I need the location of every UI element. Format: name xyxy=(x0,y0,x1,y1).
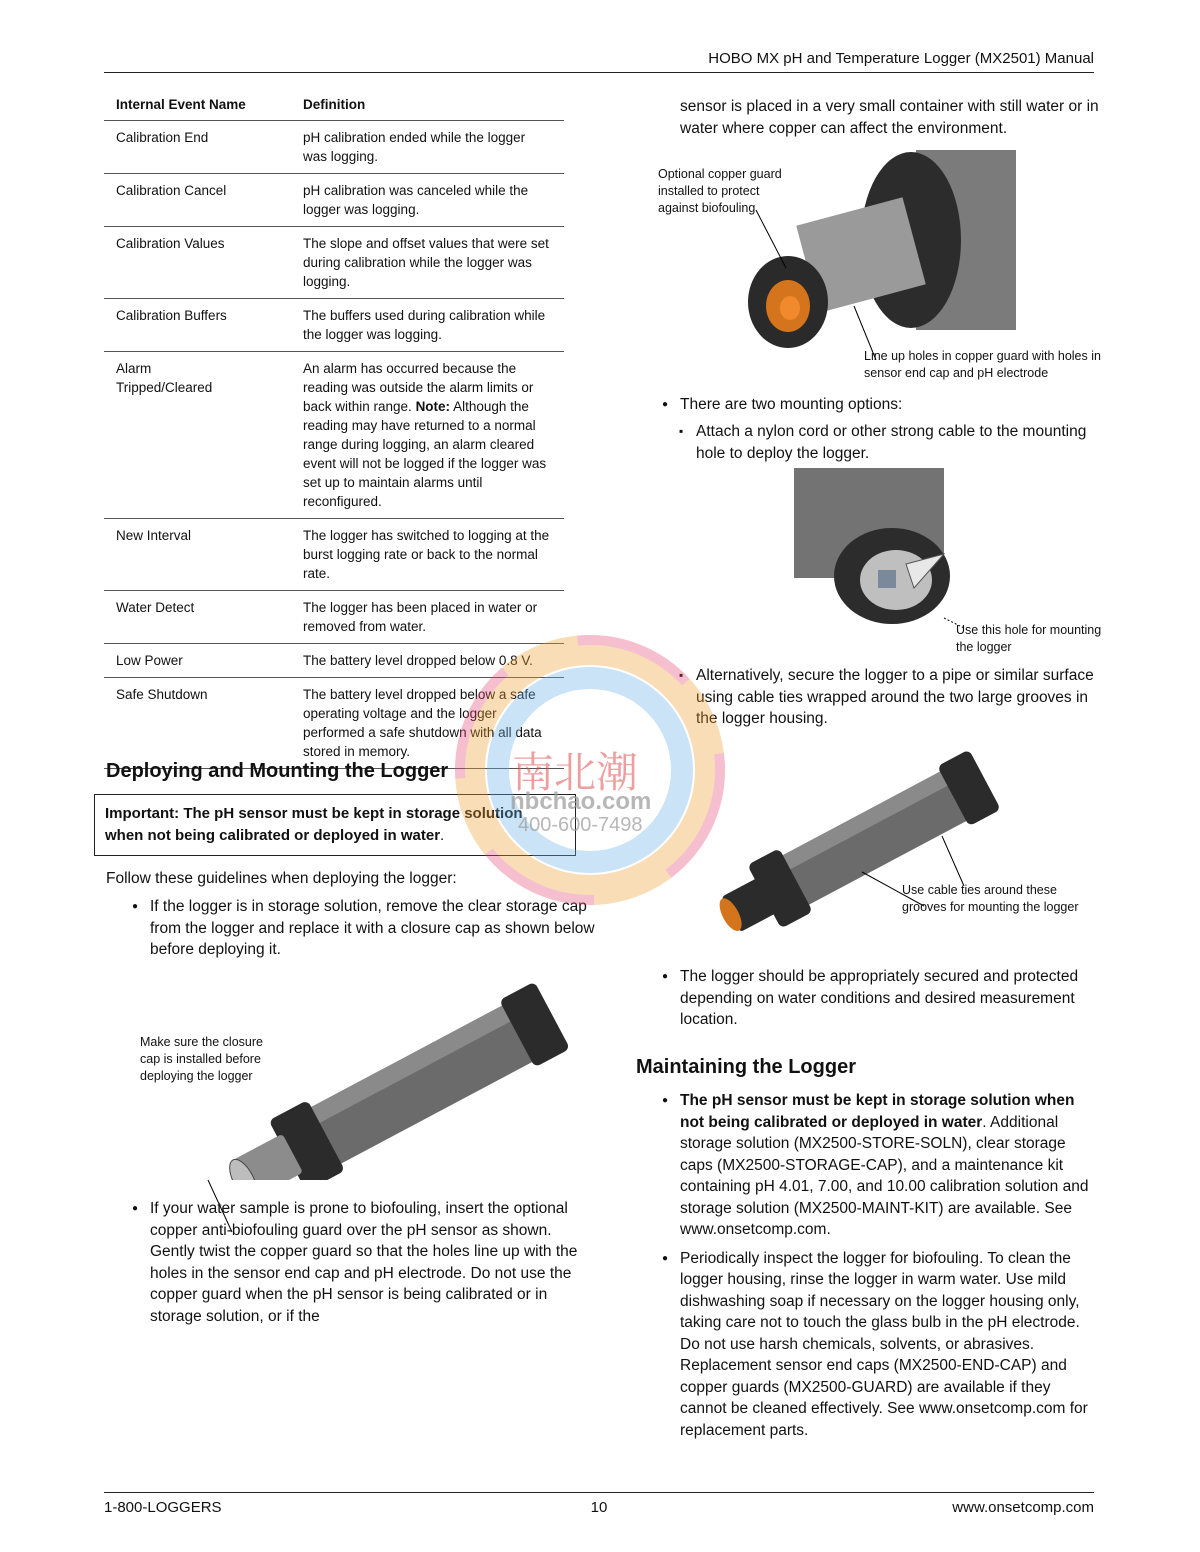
watermark-site: nbchao.com xyxy=(510,788,652,815)
bullet-continuation: sensor is placed in a very small container with still water or in water where copper can affect the environment. xyxy=(680,98,1099,137)
list-item xyxy=(680,1090,1098,1241)
list-item: ● There are two mounting options: xyxy=(680,394,1100,416)
deploy-list-1 xyxy=(106,896,600,961)
definition-text: Although the reading may have returned to a normal range during logging, an alarm cleared event will not be logged if the logger was set up to maintain alarms until reconfigured. xyxy=(303,399,547,509)
event-name: Calibration Cancel xyxy=(104,174,291,227)
copper-guard-figure xyxy=(746,150,1016,360)
list-item: ● The logger should be appropriately secured and protected depending on water conditions and desired measurement location. xyxy=(680,966,1100,1031)
event-definition xyxy=(291,352,564,519)
body-text: . Additional storage solution (MX2500-STORE-SOLN), clear storage caps (MX2500-STORAGE-CAP), and a maintenance kit containing pH 4.01, 7.00, and 10.00 calibration solution and storage solution (MX2500-MAINT-KIT) are available. See www.onsetcomp.com. xyxy=(680,1113,1089,1238)
list-item: ● If your water sample is prone to biofouling, insert the optional copper anti-biofouling guard over the pH sensor as shown. Gently twist the copper guard so that the holes line up with the holes in the sensor end cap and pH electrode. Do not use the copper guard when the pH sensor is being calibrated or in storage solution, or if the xyxy=(150,1198,600,1327)
figure-caption: Use this hole for mounting the logger xyxy=(956,623,1102,654)
column-header: Definition xyxy=(291,94,564,121)
table-row xyxy=(104,227,564,299)
section-heading-maintaining: Maintaining the Logger xyxy=(636,1056,856,1078)
figure-caption: Line up holes in copper guard with holes in sensor end cap and pH electrode xyxy=(864,349,1101,380)
footer-phone: 1-800-LOGGERS xyxy=(104,1499,222,1516)
event-table xyxy=(104,94,564,769)
event-name: Low Power xyxy=(104,644,291,678)
table-row xyxy=(104,591,564,644)
watermark-chinese: 南北潮 xyxy=(512,748,639,797)
table-row xyxy=(104,519,564,591)
figure-caption: Optional copper guard installed to protect against biofouling xyxy=(658,167,782,215)
mounting-hole-figure xyxy=(794,468,974,628)
table-row xyxy=(104,299,564,352)
sub-list-item: ▪ Attach a nylon cord or other strong cable to the mounting hole to deploy the logger. xyxy=(696,421,1096,464)
event-definition: The slope and offset values that were set during calibration while the logger was logging. xyxy=(291,227,564,299)
table-row xyxy=(104,174,564,227)
event-name: Calibration Buffers xyxy=(104,299,291,352)
list-item: ● If the logger is in storage solution, remove the clear storage cap from the logger and replace it with a closure cap as shown below before deploying it. xyxy=(150,896,600,961)
important-period: . xyxy=(440,827,445,844)
watermark-phone: 400-600-7498 xyxy=(518,814,643,836)
event-definition: The buffers used during calibration while the logger was logging. xyxy=(291,299,564,352)
deploy-list-2 xyxy=(106,1198,600,1327)
mounting-options-1 xyxy=(636,421,1096,464)
table-row xyxy=(104,678,564,769)
maintain-list xyxy=(636,1090,1098,1441)
page-footer xyxy=(104,1492,1094,1523)
deploy-list-3 xyxy=(636,966,1100,1031)
table-row xyxy=(104,121,564,174)
page-header xyxy=(104,50,1094,73)
event-definition: pH calibration ended while the logger was logging. xyxy=(291,121,564,174)
event-definition: The battery level dropped below 0.8 V. xyxy=(291,644,564,678)
event-definition: The logger has switched to logging at the burst logging rate or back to the normal rate. xyxy=(291,519,564,591)
event-name: Calibration End xyxy=(104,121,291,174)
mounting-list xyxy=(636,394,1100,416)
table-header-row xyxy=(104,94,564,121)
list-item: ● Periodically inspect the logger for biofouling. To clean the logger housing, rinse the logger in warm water. Use mild dishwashing soap if necessary on the logger housing only, taking care not to touch the glass bulb in the pH electrode. Do not use harsh chemicals, solvents, or abrasives. Replacement sensor end caps (MX2500-END-CAP) and copper guards (MX2500-GUARD) are available if they cannot be cleaned effectively. See www.onsetcomp.com for replacement parts. xyxy=(680,1248,1098,1442)
page-number: 10 xyxy=(590,1499,608,1516)
event-name: Safe Shutdown xyxy=(104,678,291,769)
important-text: Important: The pH sensor must be kept in storage solution when not being calibrated or deployed in water xyxy=(105,805,523,844)
figure-caption: Use cable ties around these grooves for mounting the logger xyxy=(902,883,1079,914)
important-notice xyxy=(94,794,576,856)
event-definition: The logger has been placed in water or removed from water. xyxy=(291,591,564,644)
definition-text: An alarm has occurred because the reading was outside the alarm limits or back within range. xyxy=(303,361,534,414)
event-name: New Interval xyxy=(104,519,291,591)
event-definition: The battery level dropped below a safe operating voltage and the logger performed a safe shutdown with all data stored in memory. xyxy=(291,678,564,769)
event-name: Water Detect xyxy=(104,591,291,644)
sub-list-item: ▪ Alternatively, secure the logger to a pipe or similar surface using cable ties wrapped around the two large grooves in the logger housing. xyxy=(696,665,1100,730)
table-row xyxy=(104,644,564,678)
bold-text: The pH sensor must be kept in storage solution when not being calibrated or deployed in water xyxy=(680,1092,1075,1131)
closure-cap-logger-figure xyxy=(184,962,614,1180)
event-name: Alarm Tripped/Cleared xyxy=(104,352,291,519)
table-row xyxy=(104,352,564,519)
mounting-options-2 xyxy=(636,665,1100,730)
manual-title: HOBO MX pH and Temperature Logger (MX2501) Manual xyxy=(708,50,1094,67)
event-definition: pH calibration was canceled while the logger was logging. xyxy=(291,174,564,227)
deploy-intro: Follow these guidelines when deploying the logger: xyxy=(106,870,457,887)
note-label: Note: xyxy=(415,399,451,414)
figure-caption: Make sure the closure cap is installed before deploying the logger xyxy=(140,1035,263,1083)
event-name: Calibration Values xyxy=(104,227,291,299)
footer-website: www.onsetcomp.com xyxy=(952,1499,1094,1516)
column-header: Internal Event Name xyxy=(104,94,291,121)
section-heading-deploying: Deploying and Mounting the Logger xyxy=(106,760,449,782)
